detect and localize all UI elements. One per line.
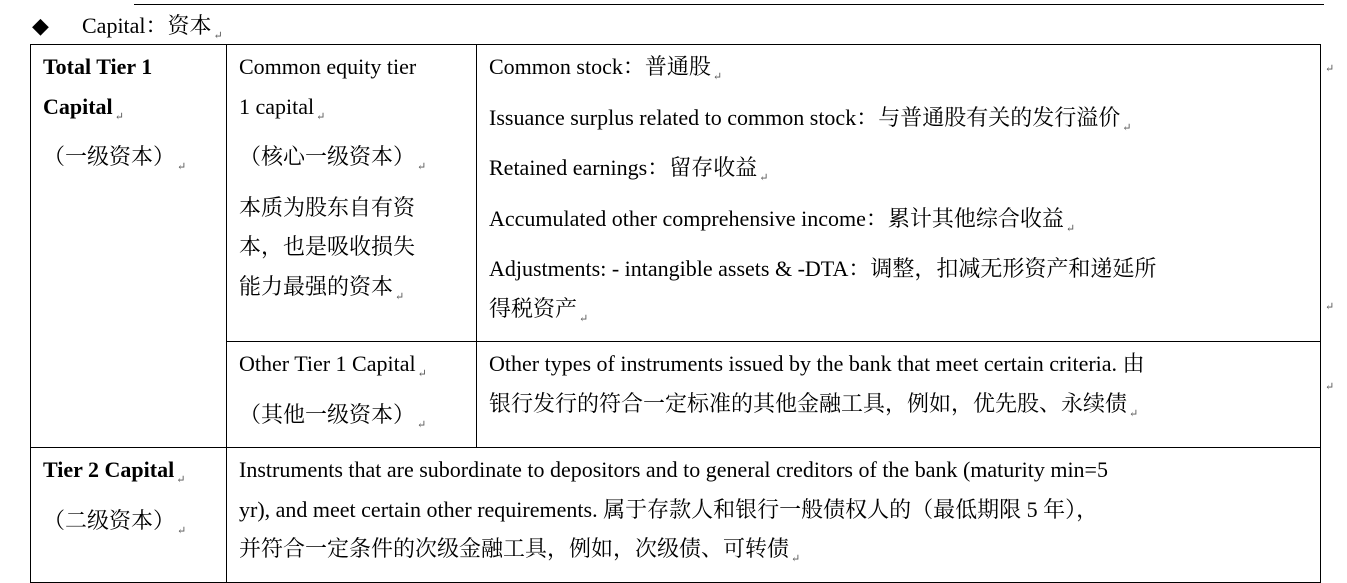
other-tier1-desc-1: Other types of instruments issued by the bank that meet certain criteria. 由 xyxy=(489,351,1145,376)
row-end-mark-icon: ↵ xyxy=(1325,301,1335,313)
list-item: Issuance surplus related to common stock：与普通股有关的发行溢价 xyxy=(489,104,1121,130)
heading-text: Capital：资本 xyxy=(82,13,212,38)
cet1-name-cell xyxy=(227,45,477,342)
cet1-name-cn: （核心一级资本） xyxy=(239,144,416,169)
paragraph-mark-icon: ↵ xyxy=(417,161,427,173)
paragraph-mark-icon: ↵ xyxy=(316,110,326,123)
paragraph-mark-icon: ↵ xyxy=(395,290,405,303)
tier1-label-cont: Capital xyxy=(43,93,113,119)
paragraph-mark-icon: ↵ xyxy=(213,30,223,42)
paragraph-mark-icon: ↵ xyxy=(1129,407,1139,420)
top-rule xyxy=(134,4,1324,5)
list-item-cont: 得税资产 xyxy=(489,295,578,321)
tier2-desc-1: Instruments that are subordinate to depositors and to general creditors of the bank (maturity min=5 xyxy=(239,457,1108,482)
tier1-label: Total Tier 1 xyxy=(43,54,153,79)
list-item: Adjustments: - intangible assets & -DTA：调整，扣减无形资产和递延所 xyxy=(489,256,1157,281)
cet1-desc-3: 能力最强的资本 xyxy=(239,273,394,299)
paragraph-mark-icon: ↵ xyxy=(177,161,187,173)
paragraph-mark-icon: ↵ xyxy=(176,474,186,486)
cet1-items-cell xyxy=(477,45,1321,342)
cet1-name-cont: 1 capital xyxy=(239,93,315,119)
other-tier1-name: Other Tier 1 Capital xyxy=(239,351,416,376)
paragraph-mark-icon: ↵ xyxy=(177,524,187,537)
paragraph-mark-icon: ↵ xyxy=(1122,121,1132,134)
paragraph-mark-icon: ↵ xyxy=(579,312,589,325)
paragraph-mark-icon: ↵ xyxy=(417,418,427,431)
list-item: Retained earnings：留存收益 xyxy=(489,155,758,180)
cet1-desc-1: 本质为股东自有资 xyxy=(239,194,416,220)
other-tier1-desc-2: 银行发行的符合一定标准的其他金融工具，例如，优先股、永续债 xyxy=(489,390,1128,416)
paragraph-mark-icon: ↵ xyxy=(712,71,723,83)
tier1-label-cell xyxy=(31,45,227,448)
tier1-label-cn: （一级资本） xyxy=(43,144,176,169)
paragraph-mark-icon: ↵ xyxy=(759,172,769,184)
other-tier1-name-cell xyxy=(227,342,477,448)
paragraph-mark-icon: ↵ xyxy=(791,553,801,565)
tier2-desc-2: yr), and meet certain other requirements. 属于存款人和银行一般债权人的（最低期限 5 年）， xyxy=(239,496,1099,522)
paragraph-mark-icon: ↵ xyxy=(417,368,427,380)
cet1-desc-2: 本，也是吸收损失 xyxy=(239,234,416,259)
paragraph-mark-icon: ↵ xyxy=(114,110,124,123)
tier2-label-cell xyxy=(31,448,227,583)
paragraph-mark-icon: ↵ xyxy=(1065,222,1076,235)
diamond-bullet-icon: ◆ xyxy=(32,13,49,38)
list-item: Accumulated other comprehensive income：累计其他综合收益 xyxy=(489,205,1064,231)
tier2-label: Tier 2 Capital xyxy=(43,457,175,482)
cet1-name: Common equity tier xyxy=(239,54,417,79)
table-row xyxy=(31,45,1321,342)
row-end-mark-icon: ↵ xyxy=(1325,381,1335,393)
tier2-desc-cell xyxy=(227,448,1321,583)
section-heading xyxy=(32,10,223,42)
tier2-label-cn: （二级资本） xyxy=(43,507,176,533)
capital-table xyxy=(30,44,1321,583)
list-item: Common stock：普通股 xyxy=(489,54,711,79)
tier2-desc-3: 并符合一定条件的次级金融工具，例如，次级债、可转债 xyxy=(239,536,790,561)
other-tier1-desc-cell xyxy=(477,342,1321,448)
table-row xyxy=(31,448,1321,583)
other-tier1-name-cn: （其他一级资本） xyxy=(239,401,416,427)
row-end-mark-icon: ↵ xyxy=(1325,63,1335,75)
